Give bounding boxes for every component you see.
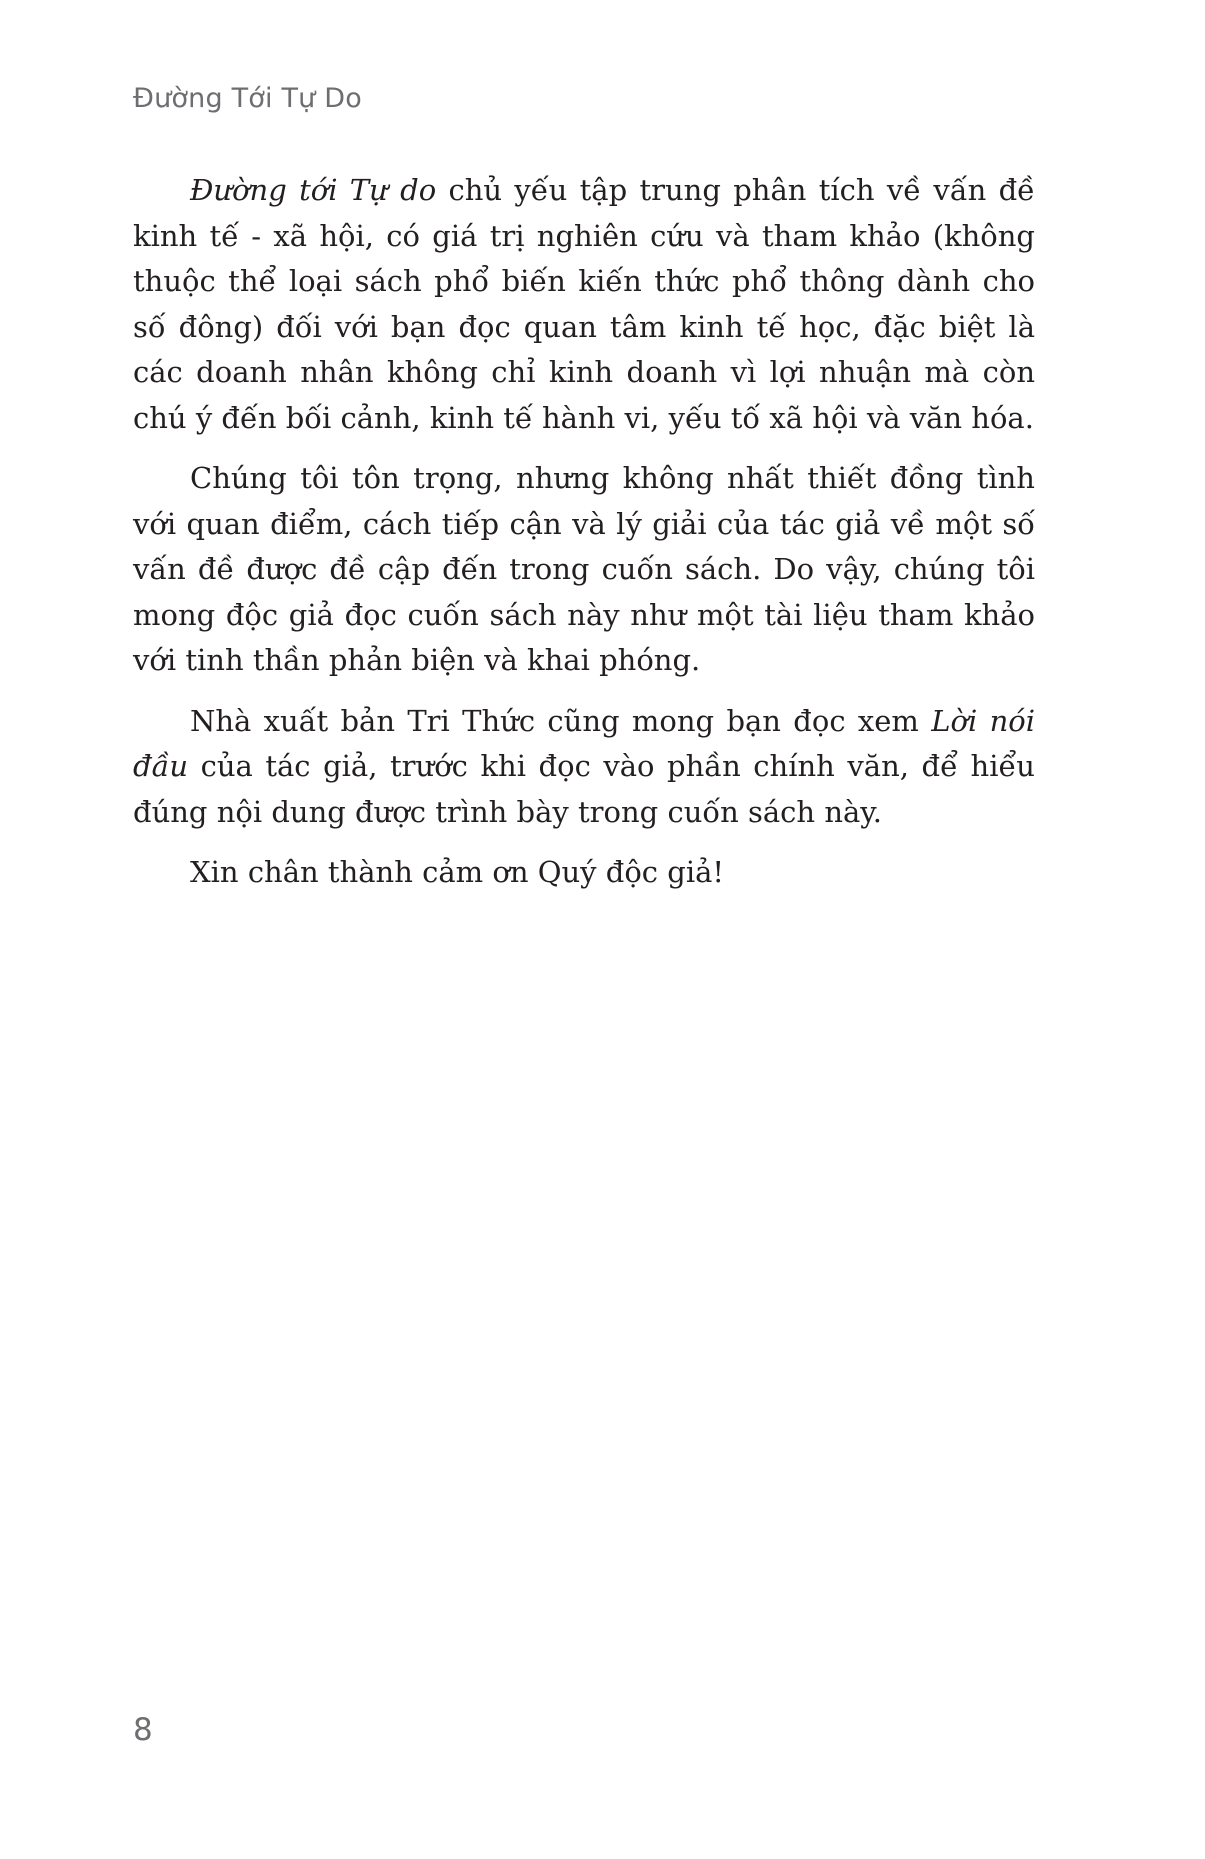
page-number: 8	[133, 1712, 153, 1748]
preface-title-italic: Lời nói đầu	[133, 703, 1036, 783]
running-header: Đường Tới Tự Do	[133, 83, 362, 114]
book-title-italic: Đường tới Tự do	[190, 173, 437, 207]
paragraph-3-text-after: của tác giả, trước khi đọc vào phần chính văn, để hiểu đúng nội dung được trình bày trong cuốn sách này.	[133, 749, 1035, 829]
paragraph-2: Chúng tôi tôn trọng, nhưng không nhất thiết đồng tình với quan điểm, cách tiếp cận và lý giải của tác giả về một số vấn đề được đề cập đến trong cuốn sách. Do vậy, chúng tôi mong độc giả đọc cuốn sách này như một tài liệu tham khảo với tinh thần phản biện và khai phóng.	[133, 461, 1035, 677]
paragraph-4: Xin chân thành cảm ơn Quý độc giả!	[190, 855, 725, 889]
paragraph-3-text-before: Nhà xuất bản Tri Thức cũng mong bạn đọc xem	[190, 703, 932, 738]
paragraph-3	[133, 699, 1035, 836]
body-text	[133, 168, 1035, 911]
paragraph-1-text: chủ yếu tập trung phân tích về vấn đề kinh tế - xã hội, có giá trị nghiên cứu và tham khảo (không thuộc thể loại sách phổ biến kiến thức phổ thông dành cho số đông) đối với bạn đọc quan tâm kinh tế học, đặc biệt là các doanh nhân không chỉ kinh doanh vì lợi nhuận mà còn chú ý đến bối cảnh, kinh tế hành vi, yếu tố xã hội và văn hóa.	[133, 173, 1035, 435]
paragraph-1	[133, 168, 1035, 441]
